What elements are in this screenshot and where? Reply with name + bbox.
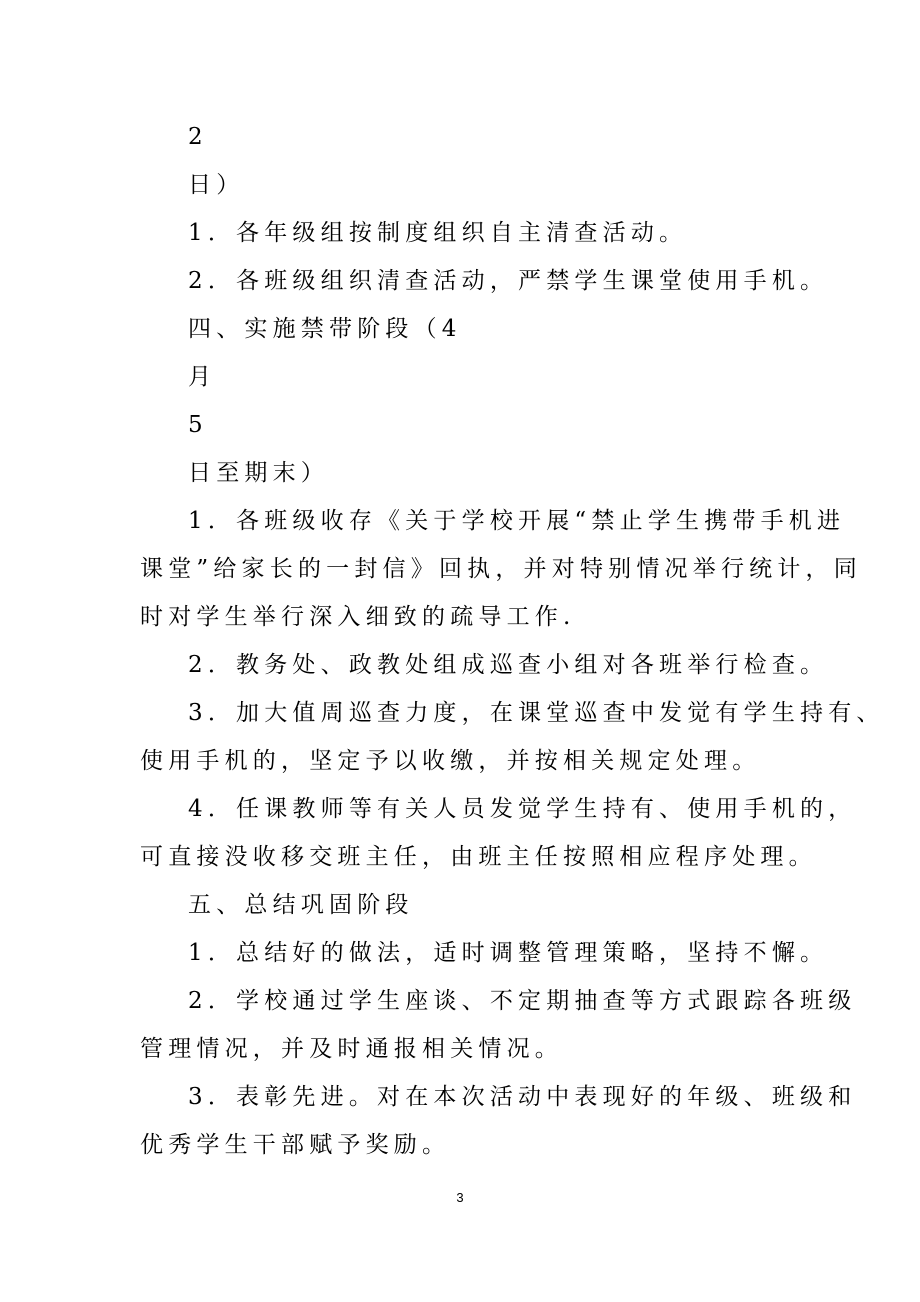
text-line: 日至期末） [188, 460, 329, 486]
text-line: 2．学校通过学生座谈、不定期抽查等方式跟踪各班级 [188, 988, 857, 1014]
text-line: 2．各班级组织清查活动，严禁学生课堂使用手机。 [188, 268, 829, 294]
page-number: 3 [456, 1190, 464, 1205]
text-line: 可直接没收移交班主任，由班主任按照相应程序处理。 [140, 844, 817, 870]
text-line: 月 [188, 364, 217, 390]
text-line: 使用手机的，坚定予以收缴，并按相关规定处理。 [140, 748, 761, 774]
text-line: 优秀学生干部赋予奖励。 [140, 1132, 451, 1158]
text-line: 1．各班级收存《关于学校开展“禁止学生携带手机进 [188, 508, 846, 534]
text-line: 课堂”给家长的一封信》回执，并对特别情况举行统计，同 [140, 556, 862, 582]
text-line: 1．总结好的做法，适时调整管理策略，坚持不懈。 [188, 940, 829, 966]
text-line: 2 [188, 124, 208, 150]
text-line: 时对学生举行深入细致的疏导工作. [140, 604, 576, 630]
text-line: 2．教务处、政教处组成巡查小组对各班举行检查。 [188, 652, 829, 678]
section-heading: 五、总结巩固阶段 [188, 892, 414, 918]
section-heading: 四、实施禁带阶段（4 [188, 316, 462, 342]
text-line: 1．各年级组按制度组织自主清查活动。 [188, 220, 688, 246]
text-line: 4．任课教师等有关人员发觉学生持有、使用手机的， [188, 796, 857, 822]
text-line: 5 [188, 412, 208, 438]
text-line: 3．表彰先进。对在本次活动中表现好的年级、班级和 [188, 1084, 857, 1110]
text-line: 管理情况，并及时通报相关情况。 [140, 1036, 563, 1062]
text-line: 日） [188, 172, 245, 198]
text-line: 3．加大值周巡查力度，在课堂巡查中发觉有学生持有、 [188, 700, 885, 726]
